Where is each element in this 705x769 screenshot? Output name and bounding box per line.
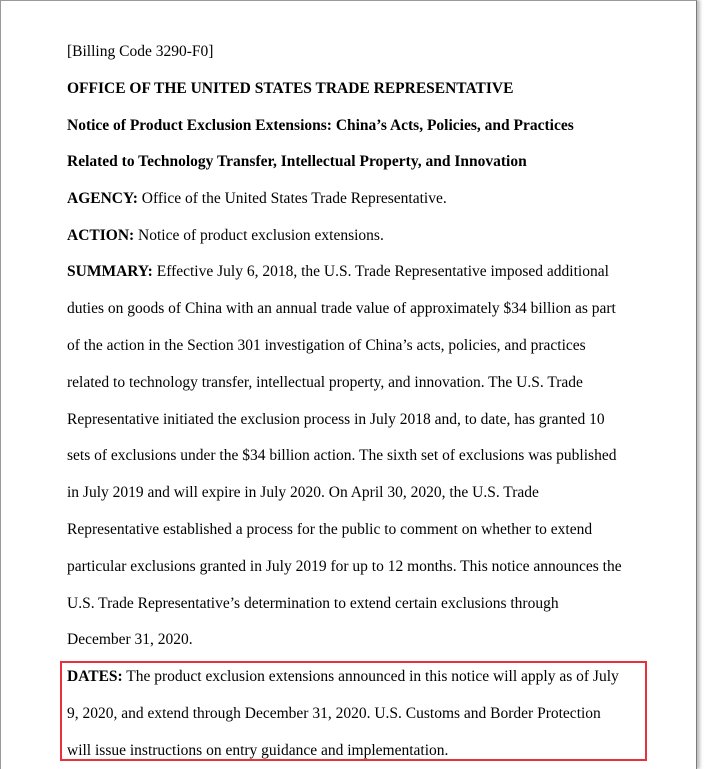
dates-label: DATES: xyxy=(67,668,123,685)
summary-line xyxy=(67,262,609,282)
summary-text-line: particular exclusions granted in July 2019 for up to 12 months. This notice announces the xyxy=(67,558,622,575)
agency-label: AGENCY: xyxy=(67,190,138,207)
summary-text-line: related to technology transfer, intellectual property, and innovation. The U.S. Trade xyxy=(67,374,583,391)
notice-title-line-1: Notice of Product Exclusion Extensions: China’s Acts, Policies, and Practices xyxy=(67,117,574,134)
summary-text-line: in July 2019 and will expire in July 2020. On April 30, 2020, the U.S. Trade xyxy=(67,484,539,501)
dates-text-line: will issue instructions on entry guidance and implementation. xyxy=(67,742,449,759)
summary-text-line: sets of exclusions under the $34 billion action. The sixth set of exclusions was published xyxy=(67,447,617,464)
summary-text-line: Representative established a process for the public to comment on whether to extend xyxy=(67,521,593,538)
action-line xyxy=(67,226,384,246)
action-label: ACTION: xyxy=(67,227,135,244)
billing-code: [Billing Code 3290-F0] xyxy=(67,43,214,60)
dates-text-line: 9, 2020, and extend through December 31, 2020. U.S. Customs and Border Protection xyxy=(67,705,601,722)
summary-text-line: U.S. Trade Representative’s determination to extend certain exclusions through xyxy=(67,595,559,612)
office-heading: OFFICE OF THE UNITED STATES TRADE REPRESENTATIVE xyxy=(67,80,514,97)
summary-text-line: Effective July 6, 2018, the U.S. Trade Representative imposed additional xyxy=(152,263,609,280)
notice-title-line-2: Related to Technology Transfer, Intellectual Property, and Innovation xyxy=(67,153,527,170)
agency-line xyxy=(67,189,447,209)
summary-text-line: Representative initiated the exclusion process in July 2018 and, to date, has granted 10 xyxy=(67,411,605,428)
agency-text: Office of the United States Trade Representative. xyxy=(137,190,447,207)
action-text: Notice of product exclusion extensions. xyxy=(134,227,384,244)
summary-text-line: of the action in the Section 301 investigation of China’s acts, policies, and practices xyxy=(67,337,586,354)
dates-highlight-box xyxy=(60,661,647,761)
summary-text-line: duties on goods of China with an annual trade value of approximately $34 billion as part xyxy=(67,300,616,317)
summary-text-line: December 31, 2020. xyxy=(67,631,193,648)
summary-label: SUMMARY: xyxy=(67,263,153,280)
dates-text-line: The product exclusion extensions announced in this notice will apply as of July xyxy=(122,668,619,685)
